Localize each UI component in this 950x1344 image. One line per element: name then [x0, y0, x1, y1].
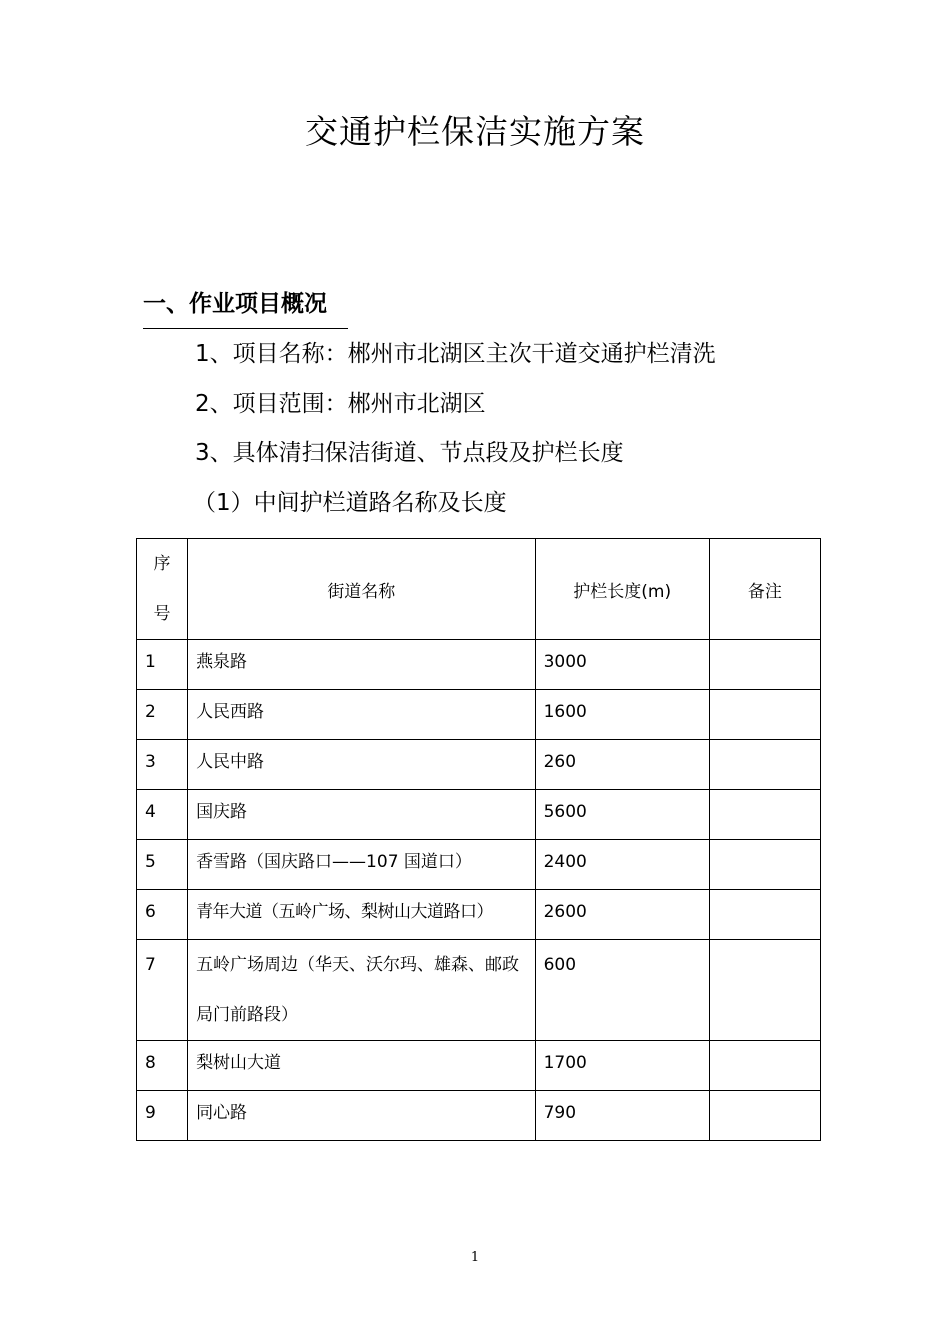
row-length: 5600	[535, 790, 709, 840]
row-note	[709, 1041, 820, 1091]
row-note	[709, 740, 820, 790]
row-seq: 1	[137, 640, 188, 690]
project-scope-line: 2、项目范围：郴州市北湖区	[195, 391, 486, 417]
row-length: 2400	[535, 840, 709, 890]
page-number: 1	[470, 1250, 480, 1265]
table-row	[137, 640, 821, 690]
row-street: 五岭广场周边（华天、沃尔玛、雄森、邮政局门前路段）	[188, 940, 536, 1041]
row-length: 3000	[535, 640, 709, 690]
row-note	[709, 940, 820, 1041]
table-header-row	[137, 539, 821, 640]
guardrail-table	[136, 538, 821, 1141]
header-seq-top: 序	[153, 554, 171, 574]
row-seq: 5	[137, 840, 188, 890]
row-note	[709, 640, 820, 690]
row-note	[709, 690, 820, 740]
row-street: 国庆路	[188, 790, 536, 840]
header-seq-bottom: 号	[153, 604, 171, 624]
document-title: 交通护栏保洁实施方案	[305, 112, 645, 151]
row-street: 人民中路	[188, 740, 536, 790]
subsection-heading: （1）中间护栏道路名称及长度	[193, 490, 507, 516]
row-length: 260	[535, 740, 709, 790]
row-note	[709, 840, 820, 890]
table-row	[137, 890, 821, 940]
table-row	[137, 790, 821, 840]
section-heading: 一、作业项目概况	[143, 284, 348, 329]
row-seq: 7	[137, 940, 188, 1041]
row-length: 1700	[535, 1041, 709, 1091]
row-length: 2600	[535, 890, 709, 940]
row-seq: 9	[137, 1091, 188, 1141]
row-length: 790	[535, 1091, 709, 1141]
header-length: 护栏长度(m)	[535, 539, 709, 640]
row-street: 梨树山大道	[188, 1041, 536, 1091]
row-seq: 6	[137, 890, 188, 940]
row-street: 香雪路（国庆路口——107 国道口）	[188, 840, 536, 890]
table-row	[137, 690, 821, 740]
row-seq: 8	[137, 1041, 188, 1091]
row-note	[709, 1091, 820, 1141]
header-seq	[137, 539, 188, 640]
header-street: 街道名称	[188, 539, 536, 640]
table-row	[137, 1041, 821, 1091]
row-seq: 3	[137, 740, 188, 790]
row-street: 同心路	[188, 1091, 536, 1141]
project-name-line: 1、项目名称：郴州市北湖区主次干道交通护栏清洗	[195, 341, 716, 367]
table-row	[137, 740, 821, 790]
row-street: 燕泉路	[188, 640, 536, 690]
header-note: 备注	[709, 539, 820, 640]
table-row	[137, 1091, 821, 1141]
row-note	[709, 790, 820, 840]
row-street: 人民西路	[188, 690, 536, 740]
cleaning-details-line: 3、具体清扫保洁街道、节点段及护栏长度	[195, 440, 624, 466]
row-note	[709, 890, 820, 940]
row-street: 青年大道（五岭广场、梨树山大道路口）	[188, 890, 536, 940]
table-row	[137, 940, 821, 1041]
row-seq: 2	[137, 690, 188, 740]
row-seq: 4	[137, 790, 188, 840]
table-row	[137, 840, 821, 890]
row-length: 600	[535, 940, 709, 1041]
row-length: 1600	[535, 690, 709, 740]
